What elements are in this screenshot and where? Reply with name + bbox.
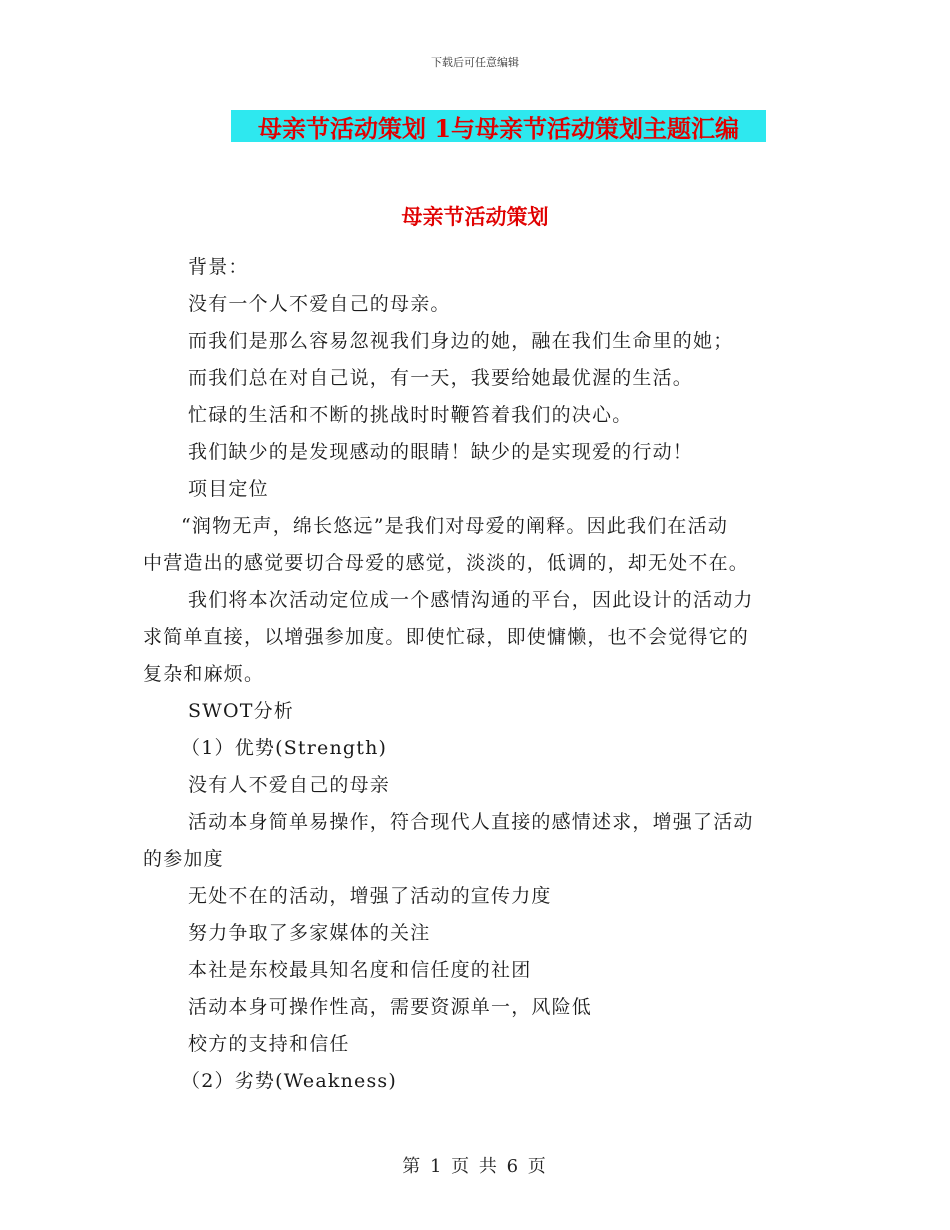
paragraph-line: 复杂和麻烦。 (143, 663, 265, 685)
paragraph-line: 背景： (188, 256, 249, 278)
paragraph-line: 我们将本次活动定位成一个感情沟通的平台，因此设计的活动力 (188, 589, 754, 611)
paragraph-line: 项目定位 (188, 478, 269, 500)
paragraph-line: 努力争取了多家媒体的关注 (188, 922, 431, 944)
page-footer: 第 1 页 共 6 页 (402, 1156, 548, 1177)
paragraph-line: 没有人不爱自己的母亲 (188, 774, 391, 796)
paragraph-line: 本社是东校最具知名度和信任度的社团 (188, 959, 532, 981)
paragraph-line: 无处不在的活动，增强了活动的宣传力度 (188, 885, 552, 907)
paragraph-line: 的参加度 (143, 848, 224, 870)
paragraph-line: 活动本身可操作性高，需要资源单一，风险低 (188, 996, 593, 1018)
paragraph-line: 活动本身简单易操作，符合现代人直接的感情述求，增强了活动 (188, 811, 754, 833)
paragraph-line: 我们缺少的是发现感动的眼睛！缺少的是实现爱的行动！ (188, 441, 694, 463)
body-text (143, 249, 805, 1100)
paragraph-line: 中营造出的感觉要切合母爱的感觉，淡淡的，低调的，却无处不在。 (143, 552, 750, 574)
paragraph-line: 忙碌的生活和不断的挑战时时鞭笞着我们的决心。 (188, 404, 633, 426)
paragraph-line: 求简单直接，以增强参加度。即使忙碌，即使慵懒，也不会觉得它的 (143, 626, 750, 648)
header-note: 下载后可任意编辑 (431, 56, 519, 69)
paragraph-line: （1）优势(Strength) (181, 737, 388, 759)
paragraph-line: 而我们总在对自己说，有一天，我要给她最优渥的生活。 (188, 367, 694, 389)
paragraph-line: 校方的支持和信任 (188, 1033, 350, 1055)
paragraph-line: 没有一个人不爱自己的母亲。 (188, 293, 451, 315)
paragraph-line: “润物无声，绵长悠远”是我们对母爱的阐释。因此我们在活动 (181, 515, 729, 537)
document-title-highlight (231, 110, 766, 142)
paragraph-line: SWOT分析 (188, 700, 294, 722)
section-title: 母亲节活动策划 (401, 204, 549, 229)
document-title: 母亲节活动策划 1与母亲节活动策划主题汇编 (257, 113, 740, 143)
paragraph-line: 而我们是那么容易忽视我们身边的她，融在我们生命里的她； (188, 330, 734, 352)
paragraph-line: （2）劣势(Weakness) (181, 1070, 397, 1092)
